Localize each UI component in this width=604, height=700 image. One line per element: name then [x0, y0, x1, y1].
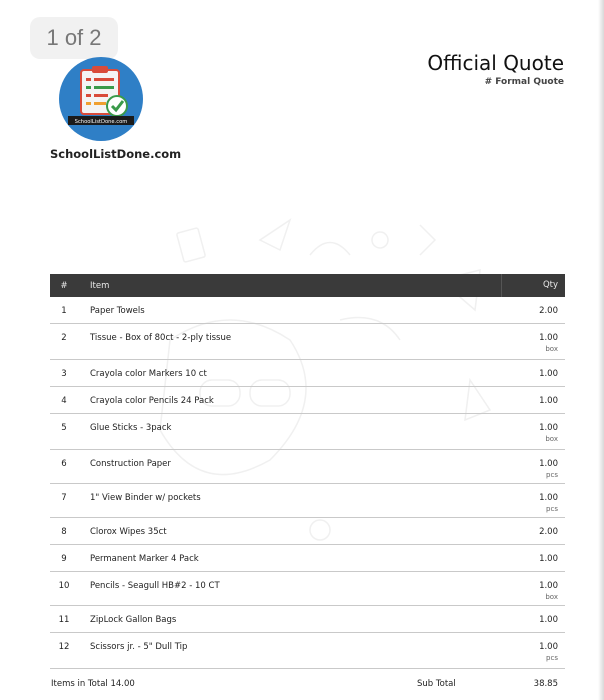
qty-value: 1.00: [539, 615, 558, 625]
table-row: [50, 606, 565, 633]
row-number: 8: [61, 527, 67, 537]
qty-value: 1.00: [539, 396, 558, 406]
row-number: 5: [61, 423, 67, 433]
qty-value: 1.00: [539, 333, 558, 343]
row-item: Crayola color Pencils 24 Pack: [90, 396, 214, 406]
row-item: 1" View Binder w/ pockets: [90, 493, 201, 503]
page-indicator: 1 of 2: [30, 17, 118, 59]
row-number: 11: [58, 615, 70, 625]
qty-value: 1.00: [539, 554, 558, 564]
document-title: Official Quote: [427, 51, 564, 75]
qty-unit: box: [545, 435, 558, 443]
qty-value: 1.00: [539, 369, 558, 379]
qty-value: 1.00: [539, 493, 558, 503]
table-row: [50, 545, 565, 572]
qty-value: 1.00: [539, 459, 558, 469]
row-item: Tissue - Box of 80ct - 2-ply tissue: [90, 333, 232, 343]
row-item: Clorox Wipes 35ct: [90, 527, 167, 537]
row-qty: [502, 633, 565, 668]
logo-text: SchoolListDone.com: [74, 119, 128, 125]
qty-unit: pcs: [546, 471, 558, 479]
qty-unit: box: [545, 593, 558, 601]
company-logo: [58, 56, 144, 142]
qty-value: 1.00: [539, 581, 558, 591]
row-item: Permanent Marker 4 Pack: [90, 554, 199, 564]
header-qty: Qty: [501, 274, 565, 297]
row-item: Scissors jr. - 5" Dull Tip: [90, 642, 188, 652]
row-number: 1: [61, 306, 67, 316]
items-total: Items in Total 14.00: [51, 679, 135, 689]
table-row: [50, 324, 565, 360]
row-item: ZipLock Gallon Bags: [90, 615, 177, 625]
row-number: 6: [61, 459, 67, 469]
table-row: [50, 387, 565, 414]
row-number: 10: [58, 581, 70, 591]
qty-unit: pcs: [546, 505, 558, 513]
row-number: 2: [61, 333, 67, 343]
subtotal-label: Sub Total: [417, 679, 456, 689]
subtotal-value: 38.85: [533, 679, 558, 689]
qty-unit: box: [545, 345, 558, 353]
table-header: [50, 274, 565, 297]
row-qty: [502, 484, 565, 517]
qty-value: 1.00: [539, 423, 558, 433]
row-number: 12: [58, 642, 70, 652]
row-qty: [502, 606, 565, 632]
row-number: 3: [61, 369, 67, 379]
row-item: Pencils - Seagull HB#2 - 10 CT: [90, 581, 220, 591]
table-row: [50, 414, 565, 450]
table-row: [50, 518, 565, 545]
row-qty: [502, 324, 565, 359]
qty-value: 1.00: [539, 642, 558, 652]
row-qty: [502, 572, 565, 605]
document-subtitle: # Formal Quote: [484, 77, 564, 87]
row-qty: [502, 450, 565, 483]
header-item: Item: [90, 280, 110, 291]
row-item: Construction Paper: [90, 459, 171, 469]
table-row: [50, 360, 565, 387]
row-qty: [502, 414, 565, 449]
row-item: Glue Sticks - 3pack: [90, 423, 172, 433]
company-name: SchoolListDone.com: [50, 147, 182, 161]
row-item: Paper Towels: [90, 306, 145, 316]
row-qty: [502, 545, 565, 571]
table-row: [50, 450, 565, 484]
table-row: [50, 484, 565, 518]
row-qty: [502, 518, 565, 544]
table-row: [50, 633, 565, 669]
row-item: Crayola color Markers 10 ct: [90, 369, 207, 379]
qty-unit: pcs: [546, 654, 558, 662]
table-row: [50, 297, 565, 324]
row-number: 4: [61, 396, 67, 406]
row-qty: [502, 360, 565, 386]
items-table: [50, 274, 565, 669]
qty-value: 2.00: [539, 306, 558, 316]
row-number: 7: [61, 493, 67, 503]
row-number: 9: [61, 554, 67, 564]
qty-value: 2.00: [539, 527, 558, 537]
table-row: [50, 572, 565, 606]
row-qty: [502, 387, 565, 413]
header-number: #: [60, 280, 68, 291]
row-qty: [502, 297, 565, 323]
